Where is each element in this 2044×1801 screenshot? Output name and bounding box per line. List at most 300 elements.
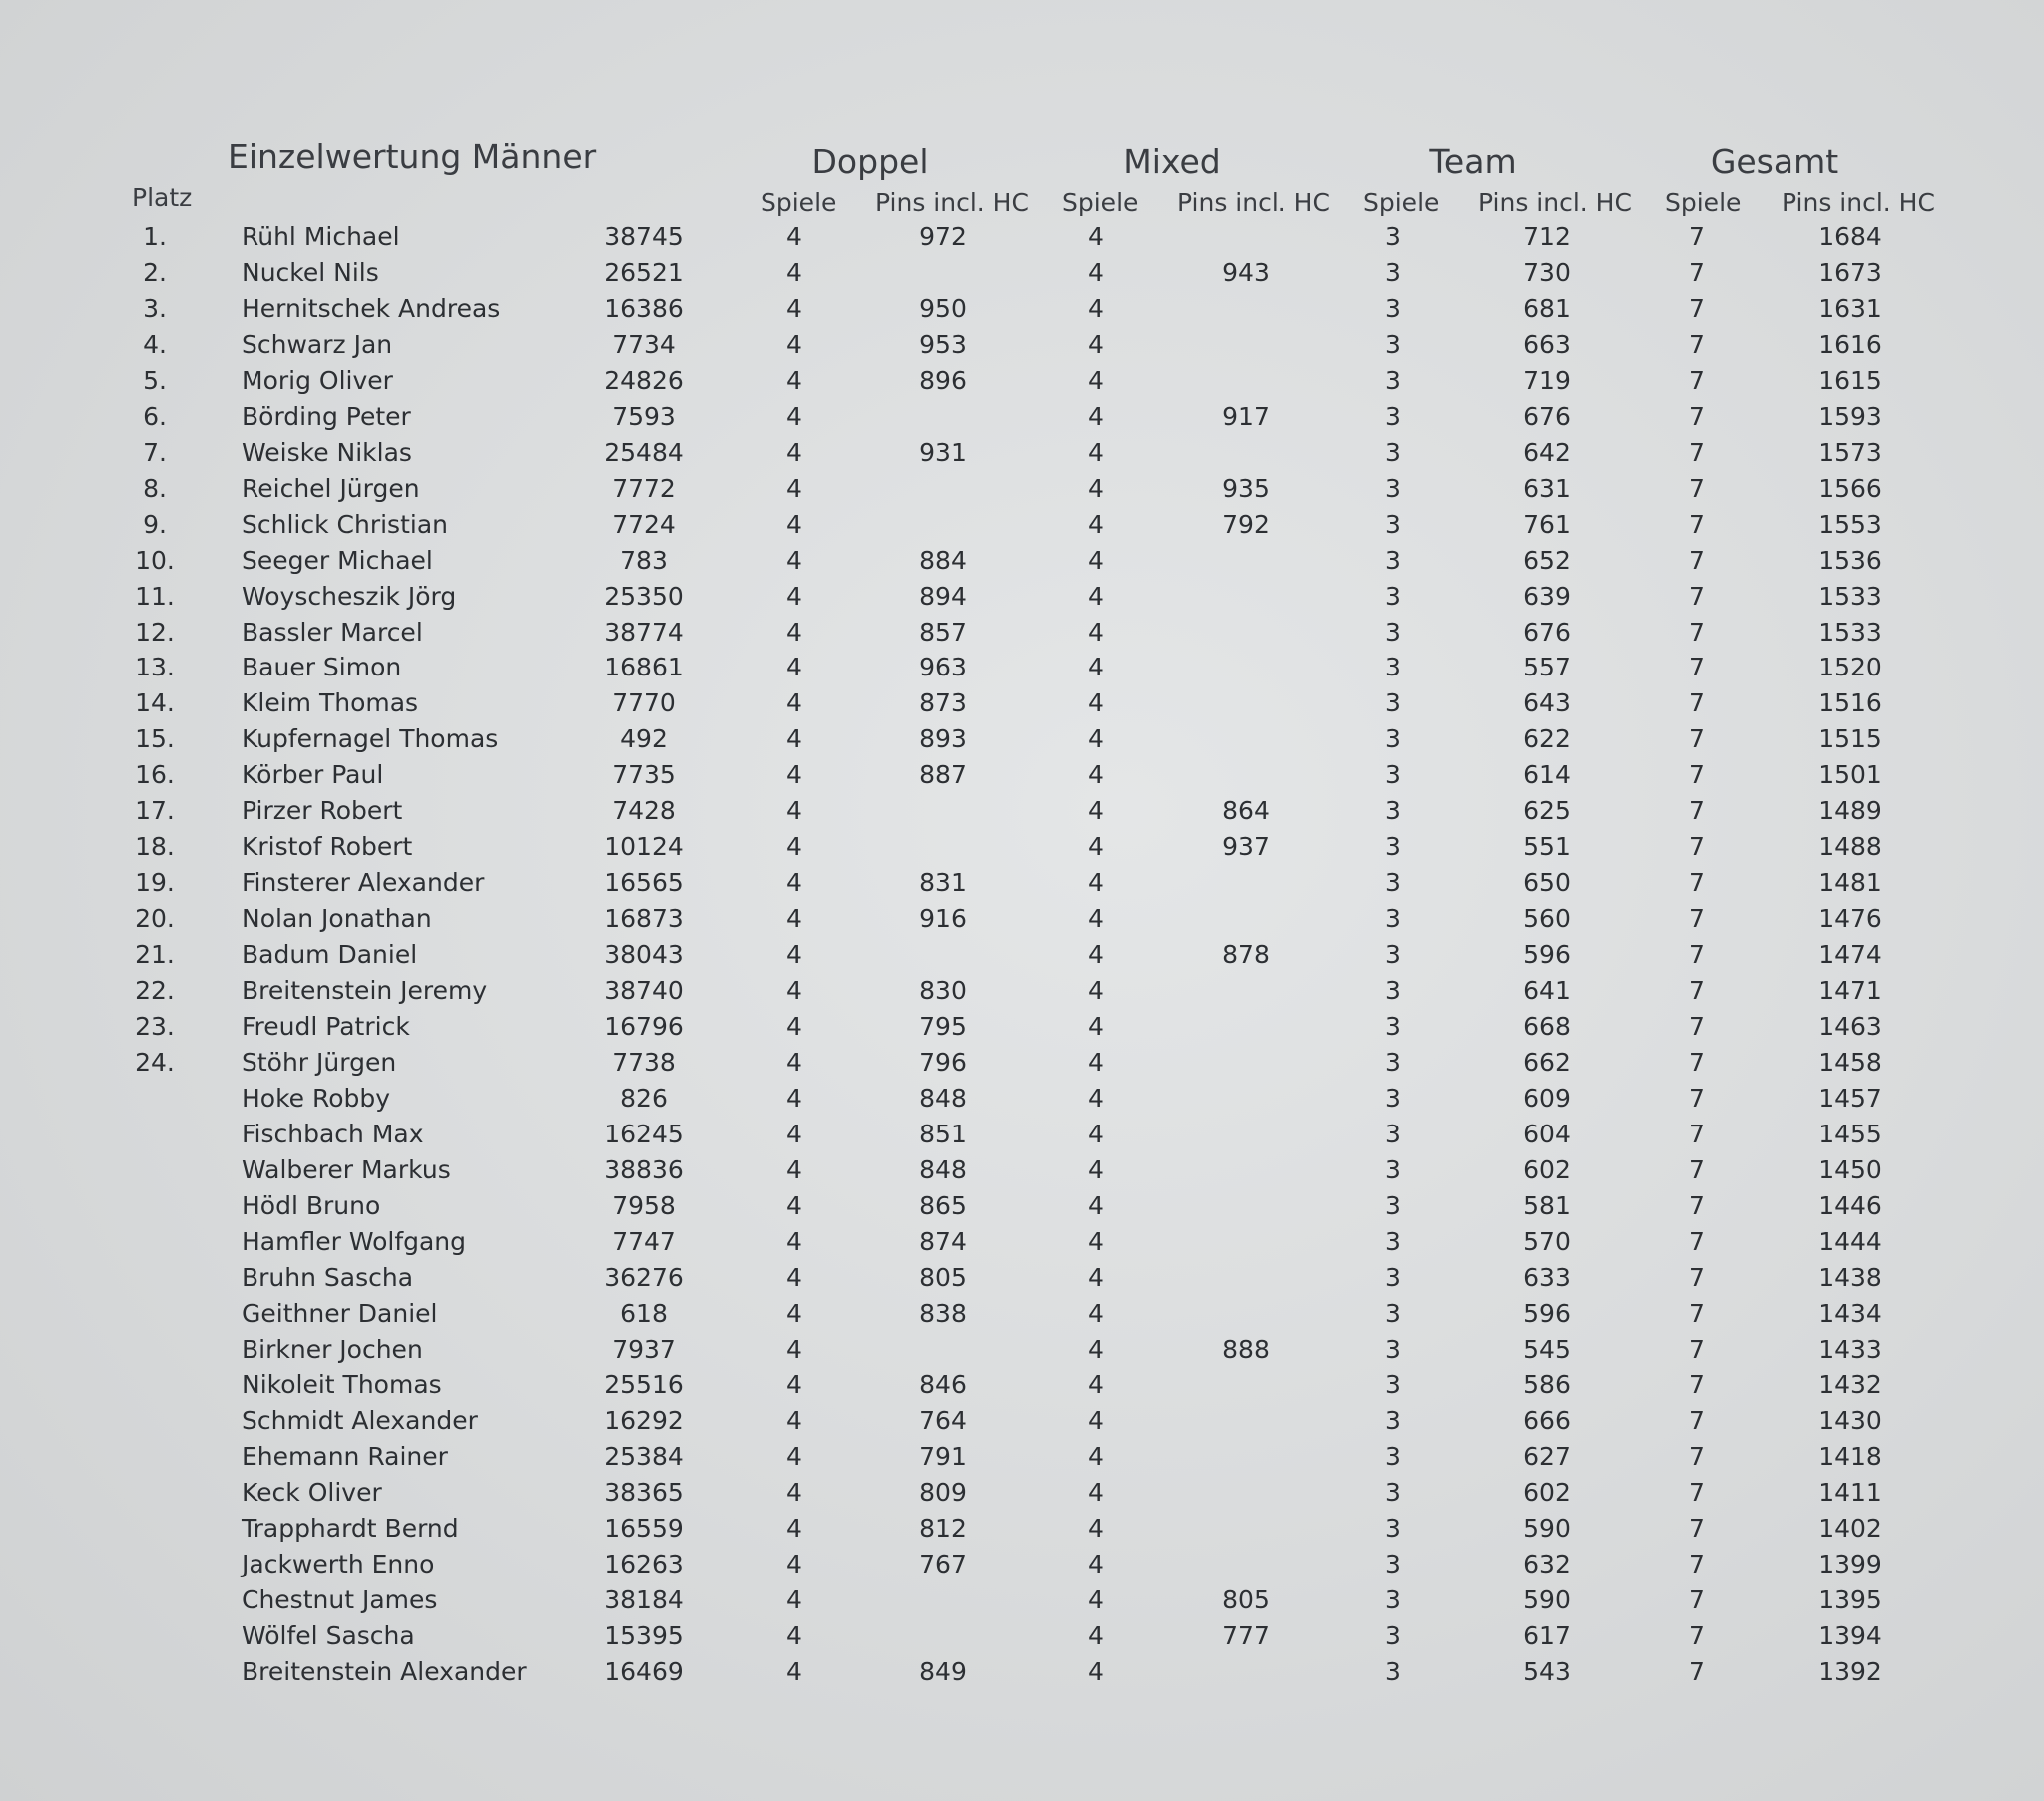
table-row [0, 940, 2044, 976]
doppel-pins-cell: 831 [919, 868, 967, 898]
player-name: Bruhn Sascha [242, 1262, 414, 1292]
doppel-spiele-cell: 4 [786, 401, 802, 431]
player-id: 26521 [604, 257, 684, 287]
team-spiele-cell: 3 [1385, 509, 1401, 539]
doppel-spiele-cell: 4 [786, 1585, 802, 1615]
table-row [0, 1478, 2044, 1514]
team-spiele-cell: 3 [1385, 401, 1401, 431]
doppel-pins-cell: 849 [919, 1657, 967, 1686]
table-row [0, 510, 2044, 546]
player-id: 7747 [612, 1226, 676, 1256]
team-spiele-cell: 3 [1385, 1514, 1401, 1544]
table-row [0, 1263, 2044, 1299]
mixed-spiele-cell: 4 [1088, 940, 1104, 969]
gesamt-pins-cell: 1432 [1818, 1370, 1882, 1400]
gesamt-pins-cell: 1553 [1818, 509, 1882, 539]
doppel-pins-cell: 931 [919, 437, 967, 467]
rank-cell: 18. [135, 832, 175, 862]
gesamt-pins-cell: 1444 [1818, 1226, 1882, 1256]
doppel-spiele-cell: 4 [786, 1047, 802, 1077]
gesamt-spiele-cell: 7 [1689, 473, 1705, 503]
team-spiele-cell: 3 [1385, 1478, 1401, 1508]
group-header-gesamt: Gesamt [1710, 142, 1839, 181]
gesamt-spiele-cell: 7 [1689, 1190, 1705, 1220]
team-spiele-cell: 3 [1385, 293, 1401, 323]
mixed-spiele-cell: 4 [1088, 976, 1104, 1005]
player-name: Hamfler Wolfgang [242, 1226, 467, 1256]
mixed-spiele-cell: 4 [1088, 904, 1104, 934]
rank-cell: 9. [143, 509, 167, 539]
gesamt-pins-cell: 1474 [1818, 940, 1882, 969]
mixed-spiele-cell: 4 [1088, 545, 1104, 575]
rank-cell: 13. [135, 653, 175, 682]
player-name: Badum Daniel [242, 940, 418, 969]
rank-cell: 6. [143, 401, 167, 431]
table-row [0, 868, 2044, 904]
gesamt-pins-cell: 1631 [1818, 293, 1882, 323]
table-row [0, 366, 2044, 402]
team-spiele-cell: 3 [1385, 1262, 1401, 1292]
player-id: 16469 [604, 1657, 684, 1686]
mixed-pins-cell: 935 [1222, 473, 1270, 503]
team-spiele-cell: 3 [1385, 653, 1401, 682]
team-spiele-cell: 3 [1385, 545, 1401, 575]
mixed-spiele-cell: 4 [1088, 1478, 1104, 1508]
doppel-spiele-cell: 4 [786, 617, 802, 647]
table-row [0, 1048, 2044, 1084]
team-pins-cell: 666 [1523, 1406, 1571, 1436]
mixed-spiele-cell: 4 [1088, 329, 1104, 359]
mixed-spiele-cell: 4 [1088, 1514, 1104, 1544]
gesamt-pins-cell: 1533 [1818, 581, 1882, 611]
gesamt-spiele-cell: 7 [1689, 868, 1705, 898]
rank-cell: 23. [135, 1011, 175, 1041]
team-pins-cell: 676 [1523, 401, 1571, 431]
player-id: 7734 [612, 329, 676, 359]
doppel-spiele-cell: 4 [786, 293, 802, 323]
team-pins-cell: 596 [1523, 940, 1571, 969]
player-name: Seeger Michael [242, 545, 433, 575]
player-id: 7738 [612, 1047, 676, 1077]
player-name: Schmidt Alexander [242, 1406, 478, 1436]
doppel-pins-cell: 894 [919, 581, 967, 611]
rank-cell: 1. [143, 223, 167, 251]
gesamt-pins-cell: 1455 [1818, 1119, 1882, 1148]
gesamt-pins-cell: 1433 [1818, 1334, 1882, 1364]
player-id: 10124 [604, 832, 684, 862]
gesamt-pins-cell: 1593 [1818, 401, 1882, 431]
gesamt-pins-cell: 1533 [1818, 617, 1882, 647]
doppel-pins-cell: 851 [919, 1119, 967, 1148]
player-name: Bassler Marcel [242, 617, 423, 647]
rank-cell: 21. [135, 940, 175, 969]
gesamt-spiele-cell: 7 [1689, 293, 1705, 323]
mixed-pins-cell: 943 [1222, 257, 1270, 287]
table-row [0, 330, 2044, 366]
doppel-spiele-cell: 4 [786, 1083, 802, 1113]
team-pins-cell: 604 [1523, 1119, 1571, 1148]
gesamt-spiele-cell: 7 [1689, 329, 1705, 359]
player-name: Ehemann Rainer [242, 1442, 448, 1472]
team-spiele-cell: 3 [1385, 1334, 1401, 1364]
table-row [0, 258, 2044, 294]
doppel-pins-cell: 884 [919, 545, 967, 575]
rank-cell: 15. [135, 724, 175, 754]
team-pins-cell: 663 [1523, 329, 1571, 359]
mixed-spiele-cell: 4 [1088, 724, 1104, 754]
table-row [0, 1442, 2044, 1478]
doppel-spiele-cell: 4 [786, 904, 802, 934]
mixed-pins-cell: 805 [1222, 1585, 1270, 1615]
doppel-spiele-cell: 4 [786, 760, 802, 790]
doppel-pins-cell: 809 [919, 1478, 967, 1508]
player-name: Chestnut James [242, 1585, 438, 1615]
mixed-spiele-cell: 4 [1088, 688, 1104, 718]
gesamt-pins-cell: 1489 [1818, 796, 1882, 826]
team-pins-cell: 614 [1523, 760, 1571, 790]
player-id: 38774 [604, 617, 684, 647]
player-id: 7428 [612, 796, 676, 826]
team-pins-cell: 590 [1523, 1585, 1571, 1615]
gesamt-pins-cell: 1457 [1818, 1083, 1882, 1113]
player-id: 25484 [604, 437, 684, 467]
gesamt-pins-cell: 1476 [1818, 904, 1882, 934]
gesamt-spiele-cell: 7 [1689, 1406, 1705, 1436]
mixed-spiele-cell: 4 [1088, 868, 1104, 898]
team-pins-cell: 643 [1523, 688, 1571, 718]
player-name: Weiske Niklas [242, 437, 412, 467]
mixed-spiele-cell: 4 [1088, 1298, 1104, 1328]
player-name: Hernitschek Andreas [242, 293, 501, 323]
doppel-spiele-cell: 4 [786, 940, 802, 969]
doppel-spiele-cell: 4 [786, 329, 802, 359]
doppel-pins-cell: 848 [919, 1083, 967, 1113]
rank-cell: 12. [135, 617, 175, 647]
team-spiele-cell: 3 [1385, 1406, 1401, 1436]
table-row [0, 438, 2044, 474]
gesamt-spiele-cell: 7 [1689, 1047, 1705, 1077]
gesamt-pins-cell: 1434 [1818, 1298, 1882, 1328]
gesamt-pins-cell: 1481 [1818, 868, 1882, 898]
team-spiele-cell: 3 [1385, 724, 1401, 754]
gesamt-pins-cell: 1446 [1818, 1190, 1882, 1220]
player-id: 38836 [604, 1154, 684, 1184]
table-row [0, 653, 2044, 688]
player-id: 826 [620, 1083, 668, 1113]
player-name: Hödl Bruno [242, 1190, 381, 1220]
team-spiele-cell: 3 [1385, 1298, 1401, 1328]
team-pins-cell: 590 [1523, 1514, 1571, 1544]
table-row [0, 1370, 2044, 1406]
player-name: Reichel Jürgen [242, 473, 420, 503]
gesamt-spiele-cell: 7 [1689, 1514, 1705, 1544]
gesamt-spiele-cell: 7 [1689, 724, 1705, 754]
table-row [0, 1657, 2044, 1693]
table-row [0, 796, 2044, 832]
player-id: 38740 [604, 976, 684, 1005]
player-name: Nikoleit Thomas [242, 1370, 442, 1400]
team-spiele-cell: 3 [1385, 1119, 1401, 1148]
rank-cell: 17. [135, 796, 175, 826]
group-header-doppel: Doppel [811, 142, 929, 181]
gesamt-pins-cell: 1430 [1818, 1406, 1882, 1436]
table-row [0, 618, 2044, 654]
team-pins-cell: 609 [1523, 1083, 1571, 1113]
doppel-pins-cell: 830 [919, 976, 967, 1005]
column-header-platz: Platz [132, 183, 193, 212]
team-spiele-cell: 3 [1385, 1011, 1401, 1041]
team-pins-cell: 560 [1523, 904, 1571, 934]
team-spiele-cell: 3 [1385, 1442, 1401, 1472]
doppel-pins-cell: 874 [919, 1226, 967, 1256]
player-name: Kristof Robert [242, 832, 413, 862]
mixed-spiele-cell: 4 [1088, 1262, 1104, 1292]
group-header-team: Team [1429, 142, 1517, 181]
player-id: 618 [620, 1298, 668, 1328]
table-row [0, 760, 2044, 796]
player-name: Wölfel Sascha [242, 1621, 415, 1651]
table-row [0, 1191, 2044, 1227]
gesamt-pins-cell: 1616 [1818, 329, 1882, 359]
mixed-spiele-cell: 4 [1088, 1585, 1104, 1615]
player-name: Rühl Michael [242, 223, 400, 251]
player-id: 492 [620, 724, 668, 754]
table-row [0, 1514, 2044, 1550]
team-spiele-cell: 3 [1385, 1550, 1401, 1579]
player-id: 16861 [604, 653, 684, 682]
team-spiele-cell: 3 [1385, 581, 1401, 611]
player-id: 38365 [604, 1478, 684, 1508]
player-id: 16796 [604, 1011, 684, 1041]
gesamt-pins-cell: 1411 [1818, 1478, 1882, 1508]
team-pins-cell: 581 [1523, 1190, 1571, 1220]
team-spiele-cell: 3 [1385, 1657, 1401, 1686]
table-row [0, 223, 2044, 258]
player-name: Woyscheszik Jörg [242, 581, 457, 611]
gesamt-spiele-cell: 7 [1689, 1478, 1705, 1508]
gesamt-spiele-cell: 7 [1689, 1226, 1705, 1256]
gesamt-pins-cell: 1418 [1818, 1442, 1882, 1472]
team-spiele-cell: 3 [1385, 1047, 1401, 1077]
table-row [0, 294, 2044, 330]
rank-cell: 7. [143, 437, 167, 467]
team-pins-cell: 681 [1523, 293, 1571, 323]
player-name: Trapphardt Bernd [242, 1514, 459, 1544]
doppel-spiele-cell: 4 [786, 1621, 802, 1651]
doppel-pins-cell: 848 [919, 1154, 967, 1184]
rank-cell: 19. [135, 868, 175, 898]
player-name: Körber Paul [242, 760, 384, 790]
player-id: 7724 [612, 509, 676, 539]
doppel-spiele-cell: 4 [786, 1226, 802, 1256]
doppel-spiele-cell: 4 [786, 1406, 802, 1436]
team-pins-cell: 570 [1523, 1226, 1571, 1256]
mixed-spiele-cell: 4 [1088, 1154, 1104, 1184]
gesamt-spiele-cell: 7 [1689, 653, 1705, 682]
gesamt-pins-cell: 1458 [1818, 1047, 1882, 1077]
doppel-spiele-cell: 4 [786, 1657, 802, 1686]
player-name: Stöhr Jürgen [242, 1047, 397, 1077]
player-id: 25516 [604, 1370, 684, 1400]
player-name: Nolan Jonathan [242, 904, 432, 934]
doppel-spiele-cell: 4 [786, 365, 802, 395]
column-header-team-spiele: Spiele [1363, 188, 1440, 217]
gesamt-pins-cell: 1673 [1818, 257, 1882, 287]
gesamt-spiele-cell: 7 [1689, 545, 1705, 575]
team-pins-cell: 632 [1523, 1550, 1571, 1579]
table-row [0, 1155, 2044, 1191]
mixed-pins-cell: 792 [1222, 509, 1270, 539]
team-spiele-cell: 3 [1385, 257, 1401, 287]
mixed-spiele-cell: 4 [1088, 473, 1104, 503]
player-name: Breitenstein Jeremy [242, 976, 488, 1005]
doppel-spiele-cell: 4 [786, 1154, 802, 1184]
mixed-spiele-cell: 4 [1088, 257, 1104, 287]
sheet-title: Einzelwertung Männer [228, 137, 597, 176]
rank-cell: 11. [135, 581, 175, 611]
column-header-mixed-spiele: Spiele [1062, 188, 1139, 217]
team-spiele-cell: 3 [1385, 365, 1401, 395]
mixed-pins-cell: 937 [1222, 832, 1270, 862]
team-spiele-cell: 3 [1385, 223, 1401, 251]
player-name: Hoke Robby [242, 1083, 391, 1113]
doppel-pins-cell: 953 [919, 329, 967, 359]
gesamt-pins-cell: 1516 [1818, 688, 1882, 718]
team-pins-cell: 625 [1523, 796, 1571, 826]
gesamt-spiele-cell: 7 [1689, 401, 1705, 431]
gesamt-spiele-cell: 7 [1689, 1154, 1705, 1184]
doppel-spiele-cell: 4 [786, 688, 802, 718]
doppel-pins-cell: 764 [919, 1406, 967, 1436]
gesamt-spiele-cell: 7 [1689, 1298, 1705, 1328]
mixed-spiele-cell: 4 [1088, 1370, 1104, 1400]
mixed-spiele-cell: 4 [1088, 653, 1104, 682]
table-row [0, 474, 2044, 510]
player-id: 25350 [604, 581, 684, 611]
rank-cell: 20. [135, 904, 175, 934]
gesamt-spiele-cell: 7 [1689, 581, 1705, 611]
player-name: Börding Peter [242, 401, 411, 431]
team-pins-cell: 545 [1523, 1334, 1571, 1364]
column-header-mixed-pins: Pins incl. HC [1177, 188, 1330, 217]
team-pins-cell: 627 [1523, 1442, 1571, 1472]
gesamt-spiele-cell: 7 [1689, 1621, 1705, 1651]
gesamt-pins-cell: 1536 [1818, 545, 1882, 575]
table-row [0, 976, 2044, 1012]
team-pins-cell: 617 [1523, 1621, 1571, 1651]
gesamt-spiele-cell: 7 [1689, 437, 1705, 467]
gesamt-spiele-cell: 7 [1689, 904, 1705, 934]
team-pins-cell: 730 [1523, 257, 1571, 287]
player-name: Bauer Simon [242, 653, 402, 682]
player-name: Schlick Christian [242, 509, 448, 539]
team-spiele-cell: 3 [1385, 976, 1401, 1005]
mixed-spiele-cell: 4 [1088, 1621, 1104, 1651]
doppel-spiele-cell: 4 [786, 581, 802, 611]
gesamt-spiele-cell: 7 [1689, 1585, 1705, 1615]
column-header-doppel-spiele: Spiele [761, 188, 837, 217]
rank-cell: 2. [143, 257, 167, 287]
mixed-spiele-cell: 4 [1088, 1442, 1104, 1472]
doppel-spiele-cell: 4 [786, 1478, 802, 1508]
team-pins-cell: 596 [1523, 1298, 1571, 1328]
gesamt-pins-cell: 1573 [1818, 437, 1882, 467]
team-pins-cell: 650 [1523, 868, 1571, 898]
player-name: Finsterer Alexander [242, 868, 485, 898]
mixed-spiele-cell: 4 [1088, 401, 1104, 431]
gesamt-pins-cell: 1471 [1818, 976, 1882, 1005]
gesamt-spiele-cell: 7 [1689, 1083, 1705, 1113]
gesamt-pins-cell: 1402 [1818, 1514, 1882, 1544]
team-pins-cell: 622 [1523, 724, 1571, 754]
doppel-spiele-cell: 4 [786, 1298, 802, 1328]
mixed-spiele-cell: 4 [1088, 1119, 1104, 1148]
player-id: 7958 [612, 1190, 676, 1220]
table-row [0, 1550, 2044, 1585]
player-id: 16559 [604, 1514, 684, 1544]
gesamt-spiele-cell: 7 [1689, 223, 1705, 251]
table-row [0, 724, 2044, 760]
mixed-spiele-cell: 4 [1088, 1011, 1104, 1041]
doppel-pins-cell: 865 [919, 1190, 967, 1220]
player-name: Freudl Patrick [242, 1011, 410, 1041]
table-row [0, 1621, 2044, 1657]
doppel-spiele-cell: 4 [786, 653, 802, 682]
team-pins-cell: 633 [1523, 1262, 1571, 1292]
team-spiele-cell: 3 [1385, 1621, 1401, 1651]
table-row [0, 688, 2044, 724]
rank-cell: 16. [135, 760, 175, 790]
mixed-spiele-cell: 4 [1088, 1047, 1104, 1077]
gesamt-pins-cell: 1399 [1818, 1550, 1882, 1579]
table-row [0, 1012, 2044, 1048]
player-name: Keck Oliver [242, 1478, 382, 1508]
doppel-spiele-cell: 4 [786, 868, 802, 898]
mixed-spiele-cell: 4 [1088, 617, 1104, 647]
team-spiele-cell: 3 [1385, 437, 1401, 467]
team-pins-cell: 652 [1523, 545, 1571, 575]
gesamt-pins-cell: 1515 [1818, 724, 1882, 754]
player-id: 25384 [604, 1442, 684, 1472]
doppel-spiele-cell: 4 [786, 832, 802, 862]
doppel-spiele-cell: 4 [786, 796, 802, 826]
doppel-spiele-cell: 4 [786, 257, 802, 287]
gesamt-pins-cell: 1394 [1818, 1621, 1882, 1651]
table-row [0, 1335, 2044, 1371]
player-name: Fischbach Max [242, 1119, 424, 1148]
player-name: Walberer Markus [242, 1154, 451, 1184]
team-spiele-cell: 3 [1385, 688, 1401, 718]
mixed-spiele-cell: 4 [1088, 365, 1104, 395]
column-header-gesamt-spiele: Spiele [1665, 188, 1742, 217]
doppel-spiele-cell: 4 [786, 976, 802, 1005]
player-name: Schwarz Jan [242, 329, 393, 359]
gesamt-pins-cell: 1395 [1818, 1585, 1882, 1615]
rank-cell: 10. [135, 545, 175, 575]
mixed-spiele-cell: 4 [1088, 1083, 1104, 1113]
team-pins-cell: 639 [1523, 581, 1571, 611]
doppel-pins-cell: 791 [919, 1442, 967, 1472]
doppel-pins-cell: 916 [919, 904, 967, 934]
table-row [0, 1406, 2044, 1442]
column-header-team-pins: Pins incl. HC [1478, 188, 1632, 217]
player-name: Nuckel Nils [242, 257, 379, 287]
mixed-pins-cell: 878 [1222, 940, 1270, 969]
doppel-spiele-cell: 4 [786, 437, 802, 467]
doppel-spiele-cell: 4 [786, 1190, 802, 1220]
team-pins-cell: 543 [1523, 1657, 1571, 1686]
player-id: 16292 [604, 1406, 684, 1436]
